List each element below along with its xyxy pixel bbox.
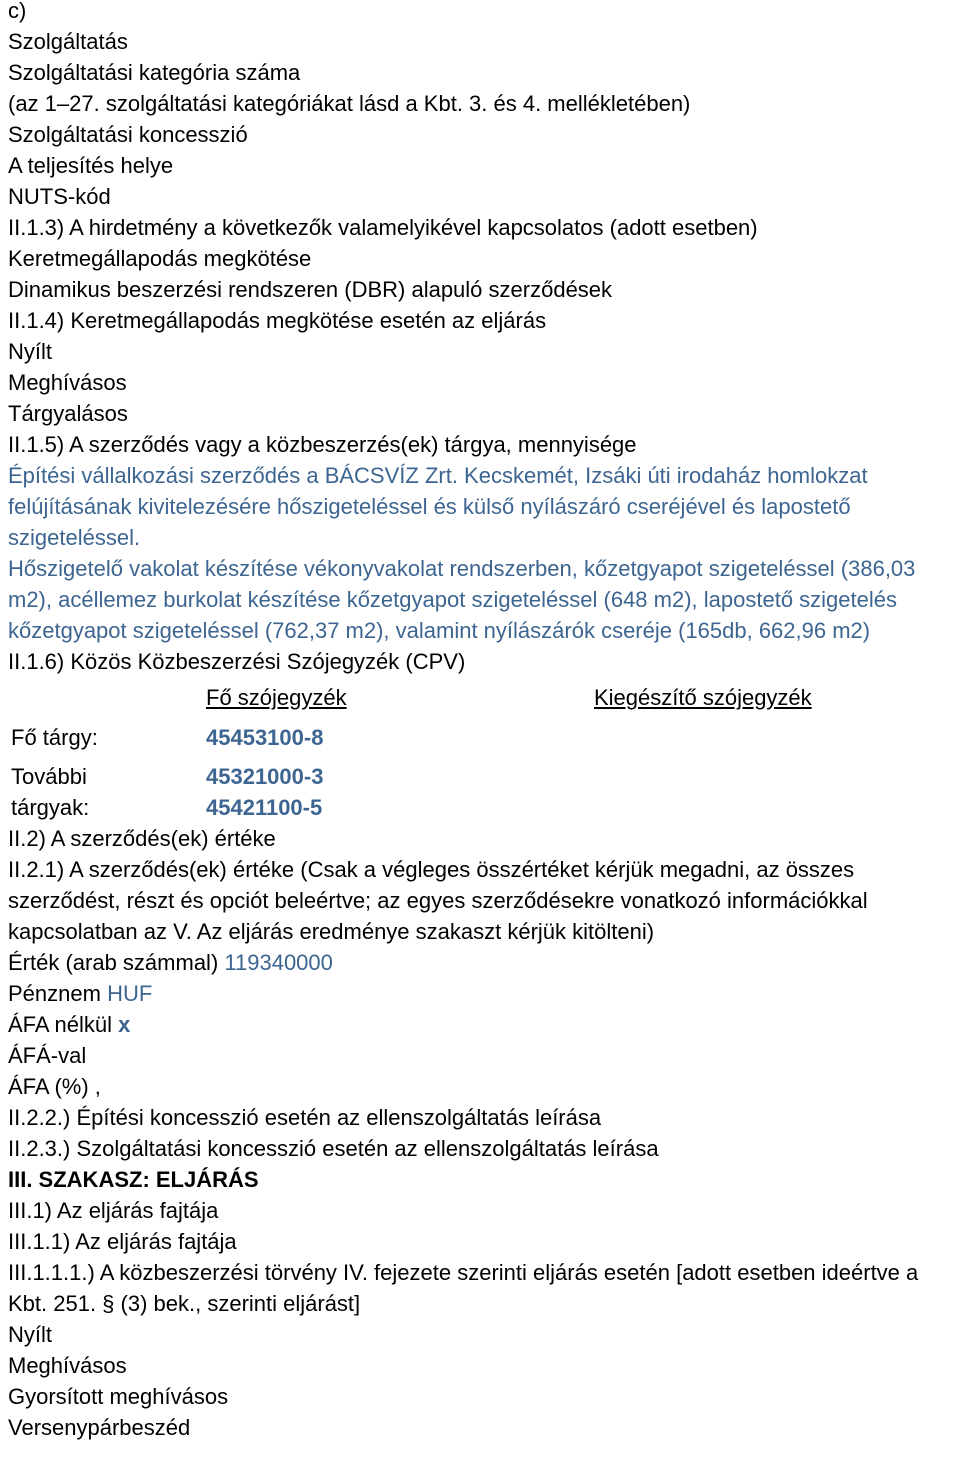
- currency-label: Pénznem: [8, 981, 101, 1006]
- procedure-type: Meghívásos: [8, 1353, 127, 1378]
- text-line: Szolgáltatás: [8, 29, 128, 54]
- procedure-type: Versenypárbeszéd: [8, 1415, 191, 1440]
- value-label: Érték (arab számmal): [8, 950, 219, 975]
- text-line: III.1.1) Az eljárás fajtája: [8, 1229, 237, 1254]
- currency-row: [8, 978, 958, 1009]
- subject-paragraph: Építési vállalkozási szerződés a BÁCSVÍZ Zrt. Kecskemét, Izsáki úti irodaház homlokzat felújításának kivitelezésére hőszigeteléssel és külső nyílászáró cseréjével és lapostető szigeteléssel.: [8, 463, 868, 550]
- section-heading: II.1.5) A szerződés vagy a közbeszerzés(ek) tárgya, mennyisége: [8, 432, 637, 457]
- value-amount: 119340000: [224, 950, 333, 975]
- section-heading: II.2) A szerződés(ek) értéke: [8, 826, 276, 851]
- text-line: Tárgyalásos: [8, 401, 128, 426]
- text-line: NUTS-kód: [8, 184, 111, 209]
- text-line: Nyílt: [8, 339, 52, 364]
- cpv-main-label: Fő tárgy:: [11, 725, 98, 750]
- procedure-paragraph: III.1.1.1.) A közbeszerzési törvény IV. fejezete szerinti eljárás esetén [adott esetben ideértve a Kbt. 251. § (3) bek., szerinti eljárást]: [8, 1260, 919, 1316]
- cpv-header-supplementary: Kiegészítő szójegyzék: [594, 685, 812, 710]
- text-line: II.2.3.) Szolgáltatási koncesszió esetén az ellenszolgáltatás leírása: [8, 1136, 659, 1161]
- text-line: Szolgáltatási kategória száma: [8, 60, 301, 85]
- section-title: III. SZAKASZ: ELJÁRÁS: [8, 1167, 259, 1192]
- text-line: III.1) Az eljárás fajtája: [8, 1198, 219, 1223]
- currency-value: HUF: [107, 981, 153, 1006]
- cpv-other-label: tárgyak:: [11, 795, 90, 820]
- text-line: A teljesítés helye: [8, 153, 174, 178]
- cpv-other-code: 45421100-5: [206, 795, 323, 820]
- text-line: c): [8, 0, 27, 23]
- vat-excl-mark: x: [118, 1012, 131, 1037]
- cpv-header-main: Fő szójegyzék: [206, 685, 347, 710]
- value-row: [8, 947, 958, 978]
- cpv-main-code: 45453100-8: [206, 725, 324, 750]
- text-line: Meghívásos: [8, 370, 127, 395]
- vat-excl-label: ÁFA nélkül: [8, 1012, 112, 1037]
- document: [8, 0, 958, 1443]
- section-heading: II.1.3) A hirdetmény a következők valamelyikével kapcsolatos (adott esetben): [8, 215, 758, 240]
- text-line: (az 1–27. szolgáltatási kategóriákat lásd a Kbt. 3. és 4. mellékletében): [8, 91, 691, 116]
- cpv-table: [8, 677, 958, 823]
- cpv-other-code: 45321000-3: [206, 764, 324, 789]
- vat-incl-row: ÁFÁ-val: [8, 1043, 87, 1068]
- procedure-type: Gyorsított meghívásos: [8, 1384, 229, 1409]
- text-line: Dinamikus beszerzési rendszeren (DBR) alapuló szerződések: [8, 277, 613, 302]
- text-line: II.2.2.) Építési koncesszió esetén az ellenszolgáltatás leírása: [8, 1105, 602, 1130]
- quantity-paragraph: Hőszigetelő vakolat készítése vékonyvakolat rendszerben, kőzetgyapot szigeteléssel (386,03 m2), acéllemez burkolat készítése kőzetgyapot szigeteléssel (648 m2), lapostető szigetelés kőzetgyapot szigeteléssel (762,37 m2), valamint nyílászárók cseréje (165db, 662,96 m2): [8, 556, 916, 643]
- text-line: Szolgáltatási koncesszió: [8, 122, 248, 147]
- cpv-other-label: További: [11, 764, 87, 789]
- vat-excl-row: [8, 1009, 958, 1040]
- procedure-type: Nyílt: [8, 1322, 52, 1347]
- vat-pct-row: ÁFA (%) ,: [8, 1074, 101, 1099]
- section-heading: II.1.4) Keretmegállapodás megkötése esetén az eljárás: [8, 308, 547, 333]
- value-paragraph: II.2.1) A szerződés(ek) értéke (Csak a végleges összértéket kérjük megadni, az összes szerződést, részt és opciót beleértve; az egyes szerződésekre vonatkozó információkkal kapcsolatban az V. Az eljárás eredménye szakaszt kérjük kitölteni): [8, 857, 868, 944]
- cpv-heading: II.1.6) Közös Közbeszerzési Szójegyzék (CPV): [8, 649, 466, 674]
- text-line: Keretmegállapodás megkötése: [8, 246, 312, 271]
